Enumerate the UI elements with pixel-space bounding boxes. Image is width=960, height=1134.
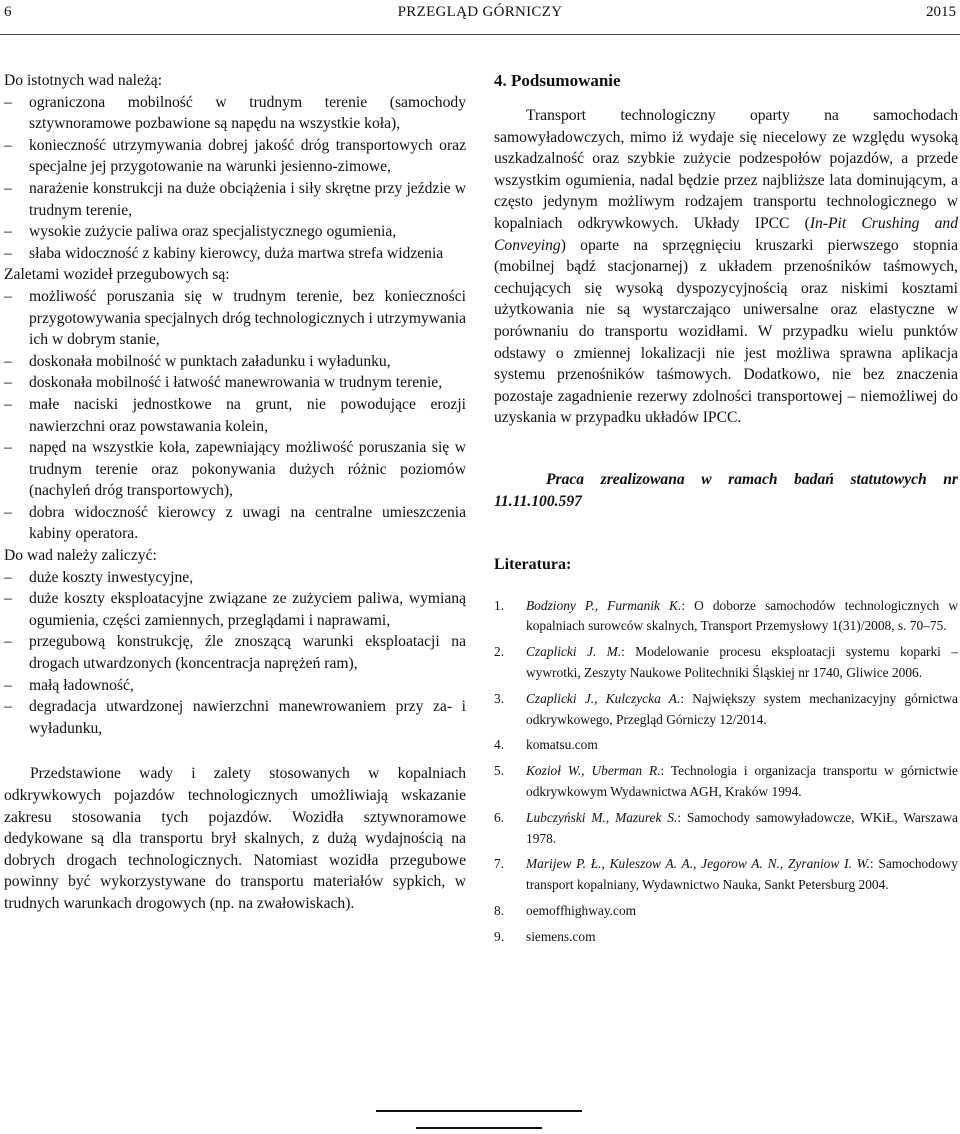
reference-authors: Kozioł W., Uberman R. xyxy=(526,763,661,779)
disadvantages-list xyxy=(4,92,466,265)
reference-number: 2. xyxy=(494,644,505,660)
list-item: – konieczność utrzymywania dobrej jakość dróg transportowych oraz specjalne jej przygotowanie na warunki jesienno-zimowe, xyxy=(4,135,466,178)
list-item: – duże koszty eksploatacyjne związane ze zużyciem paliwa, wymianą ogumienia, części zamiennych, przeglądami i naprawami, xyxy=(4,588,466,631)
reference-number: 4. xyxy=(494,737,505,753)
reference-text: : Technologia i organizacja transportu w górnictwie odkrywkowym Wydawnictwa AGH, Kraków 1994. xyxy=(526,763,959,800)
list-item: – doskonała mobilność w punktach załadunku i wyładunku, xyxy=(4,351,466,373)
reference-item xyxy=(494,642,958,684)
reference-item xyxy=(494,689,958,731)
list-item: – ograniczona mobilność w trudnym terenie (samochody sztywnoramowe pozbawione są napędu na wszystkie koła), xyxy=(4,92,466,135)
reference-number: 1. xyxy=(494,597,505,613)
list-item: – małe naciski jednostkowe na grunt, nie powodujące erozji nawierzchni oraz powstawania kolein, xyxy=(4,394,466,437)
publication-year: 2015 xyxy=(926,4,956,20)
reference-text: siemens.com xyxy=(526,928,596,944)
reference-authors: Czaplicki J. M. xyxy=(526,644,622,660)
references-list xyxy=(494,596,958,948)
end-rule-lower xyxy=(416,1127,542,1129)
page-number: 6 xyxy=(4,4,12,20)
list-item: – narażenie konstrukcji na duże obciążenia i siły skrętne przy jeździe w trudnym terenie, xyxy=(4,178,466,221)
page-header xyxy=(0,0,960,30)
reference-authors: Czaplicki J., Kulczycka A. xyxy=(526,690,681,706)
reference-number: 3. xyxy=(494,690,505,706)
list-item: – małą ładowność, xyxy=(4,675,466,697)
reference-number: 5. xyxy=(494,763,505,779)
reference-number: 7. xyxy=(494,856,505,872)
reference-text: : O doborze samochodów technologicznych w kopalniach surowców skalnych, Transport Przemysłowy 1(31)/2008, s. 70–75. xyxy=(526,597,958,634)
grant-note: Praca zrealizowana w ramach badań statutowych nr 11.11.100.597 xyxy=(494,470,958,510)
summary-text-end: ) oparte na sprzęgnięciu kruszarki pierwszego stopnia (mobilnej bądź stacjonarnej) z układem przenośników taśmowych, cechujących się wysoką dyspozycyjnością oraz niskimi kosztami użytkowania nie są wystarczająco uniwersalne oraz elastyczne w porównaniu do transportu wozidłami. W przypadku wielu punktów odstawy o zmiennej lokalizacji nie jest możliwa sprawna aplikacja systemu przenośników taśmowych. Dodatkowo, nie bez znaczenia pozostaje zagadnienie rezerwy zdolności transportowej – niemożliwej do uzyskania w przypadku układów IPCC. xyxy=(494,236,958,427)
reference-item xyxy=(494,761,958,803)
reference-item xyxy=(494,596,958,638)
advantages-list xyxy=(4,286,466,545)
right-column xyxy=(494,70,958,953)
reference-text: : Modelowanie procesu eksploatacji systemu koparki – wywrotki, Zeszyty Naukowe Politechniki Śląskiej nr 1740, Gliwice 2006. xyxy=(526,644,958,681)
list-item: – słaba widoczność z kabiny kierowcy, duża martwa strefa widzenia xyxy=(4,243,466,265)
header-divider xyxy=(0,34,960,35)
disadvantages-intro: Do istotnych wad należą: xyxy=(4,72,163,89)
reference-number: 8. xyxy=(494,903,505,919)
journal-title: PRZEGLĄD GÓRNICZY xyxy=(397,4,563,20)
reference-text: : Samochody samowyładowcze, WKiŁ, Warszawa 1978. xyxy=(526,809,958,846)
reference-item xyxy=(494,854,958,896)
reference-item xyxy=(494,808,958,850)
section-heading: 4. Podsumowanie xyxy=(494,71,621,90)
list-item: – degradacja utwardzonej nawierzchni manewrowaniem przy za- i wyładunku, xyxy=(4,696,466,739)
list-item: – dobra widoczność kierowcy z uwagi na centralne umieszczenia kabiny operatora. xyxy=(4,502,466,545)
reference-item xyxy=(494,735,958,756)
summary-paragraph xyxy=(494,105,958,429)
cons-list xyxy=(4,567,466,740)
left-column xyxy=(4,70,466,915)
reference-authors: Lubczyński M., Mazurek S. xyxy=(526,809,678,825)
reference-text: : Największy system mechanizacyjny górnictwa odkrywkowego, Przegląd Górniczy 12/2014. xyxy=(526,690,959,727)
list-item: – przegubową konstrukcję, źle znoszącą warunki eksploatacji na drogach utwardzonych (koncentracja naprężeń ram), xyxy=(4,631,466,674)
reference-authors: Marijew P. Ł., Kuleszow A. A., Jegorow A. N., Zyraniow I. W. xyxy=(526,856,870,872)
summary-text-start: Transport technologiczny oparty na samochodach samowyładowczych, mimo iż wydaje się niecelowy ze względu wysoką uszkadzalność oraz szybkie zużycie podzespołów pojazdów, a przede wszystkim ogumienia, nadal będzie przez najbliższe lata dominującym, a często jedynym możliwym rodzajem transportu technologicznego w kopalniach odkrywkowych. Układy IPCC ( xyxy=(494,107,958,232)
list-item: – doskonała mobilność i łatwość manewrowania w trudnym terenie, xyxy=(4,372,466,394)
list-item: – duże koszty inwestycyjne, xyxy=(4,567,466,589)
closing-paragraph: Przedstawione wady i zalety stosowanych w kopalniach odkrywkowych pojazdów technologicznych umożliwiają wskazanie zakresu stosowania tych pojazdów. Wozidła sztywnoramowe dedykowane są dla transportu brył skalnych, z dużą wydajnością na dobrych drogach technologicznych. Natomiast wozidła przegubowe powinny być wykorzystywane do transportu materiałów sypkich, w trudnych warunkach drogowych (np. na zwałowiskach). xyxy=(4,765,466,912)
summary-italic-term: In-Pit Crushing and Conveying xyxy=(494,214,958,254)
advantages-intro: Zaletami wozideł przegubowych są: xyxy=(4,266,230,284)
reference-item xyxy=(494,927,958,948)
list-item: – napęd na wszystkie koła, zapewniający możliwość poruszania się w trudnym terenie oraz pokonywania dużych różnic poziomów (nachyleń dróg transportowych), xyxy=(4,437,466,502)
reference-text: oemoffhighway.com xyxy=(526,903,637,919)
list-item: – wysokie zużycie paliwa oraz specjalistycznego ogumienia, xyxy=(4,221,466,243)
reference-number: 6. xyxy=(494,809,505,825)
reference-number: 9. xyxy=(494,928,505,944)
list-item: – możliwość poruszania się w trudnym terenie, bez konieczności przygotowywania specjalnych dróg technologicznych i utrzymywania ich w dobrym stanie, xyxy=(4,286,466,351)
reference-item xyxy=(494,901,958,922)
end-rule-upper xyxy=(376,1110,582,1112)
reference-authors: Bodziony P., Furmanik K. xyxy=(526,597,682,613)
literature-heading: Literatura: xyxy=(494,556,572,574)
reference-text: : Samochodowy transport kopalniany, Wydawnictwo Nauka, Sankt Petersburg 2004. xyxy=(526,856,958,893)
reference-text: komatsu.com xyxy=(526,737,598,753)
cons-intro: Do wad należy zaliczyć: xyxy=(4,547,157,565)
